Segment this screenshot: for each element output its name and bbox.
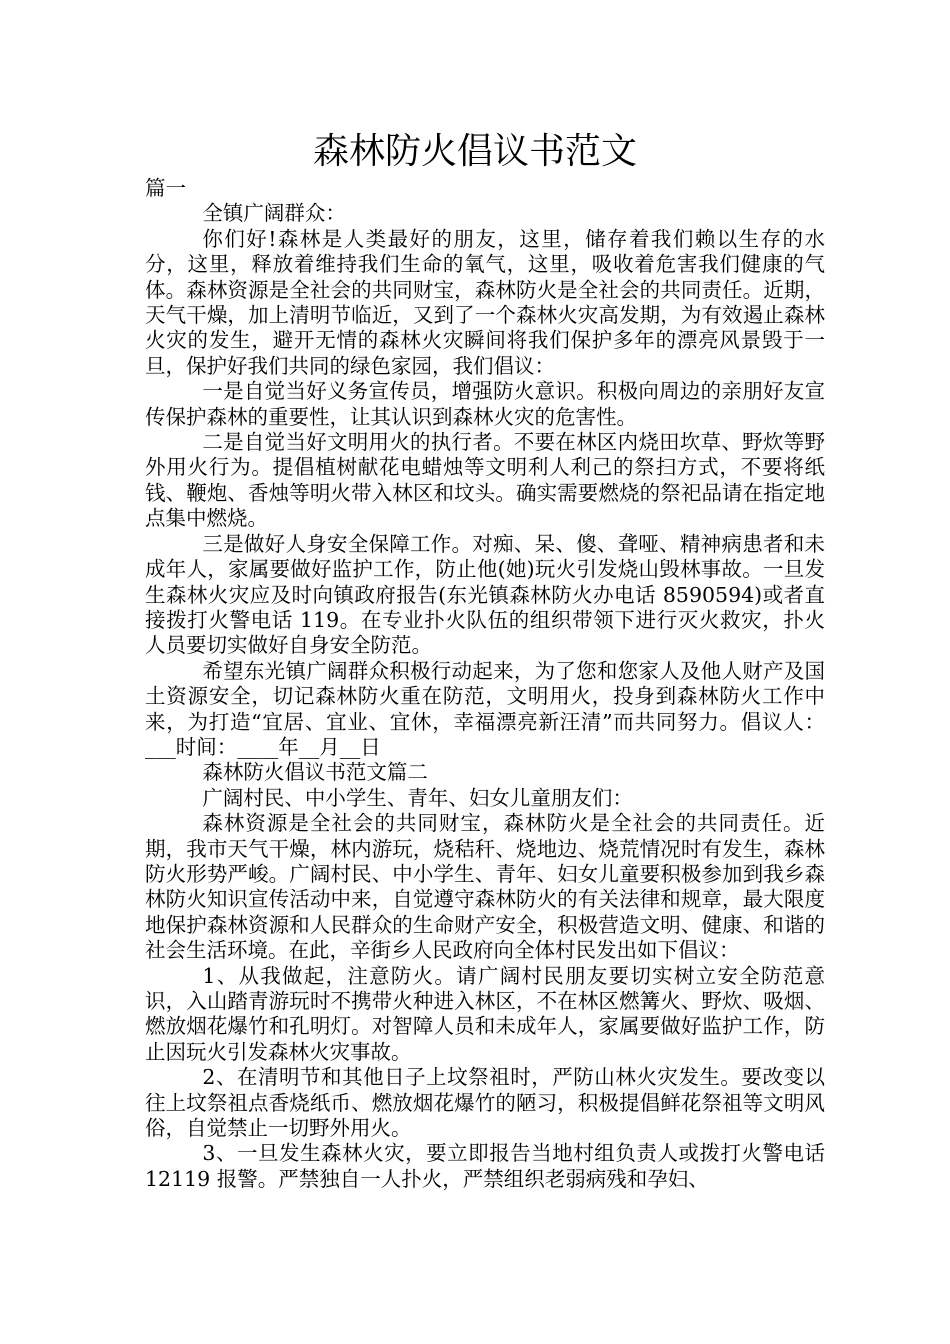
paragraph: 三是做好人身安全保障工作。对痴、呆、傻、聋哑、精神病患者和未成年人，家属要做好监护工作，防止他(她)玩火引发烧山毁林事故。一旦发生森林火灾应及时向镇政府报告(东光镇森林防火办电话 8590594)或者直接拨打火警电话 119。在专业扑火队伍的组织带领下进行灭火救灾，扑火人员要切实做好自身安全防范。: [145, 531, 825, 658]
paragraph: 3、一旦发生森林火灾，要立即报告当地村组负责人或拨打火警电话 12119 报警。严禁独自一人扑火，严禁组织老弱病残和孕妇、: [145, 1141, 825, 1191]
document-title: 森林防火倡议书范文: [312, 131, 637, 172]
paragraph: 一是自觉当好义务宣传员，增强防火意识。积极向周边的亲朋好友宣传保护森林的重要性，让其认识到森林火灾的危害性。: [145, 379, 825, 429]
paragraph: 森林资源是全社会的共同财宝，森林防火是全社会的共同责任。近期，我市天气干燥，林内游玩，烧秸秆、烧地边、烧荒情况时有发生，森林防火形势严峻。广阔村民、中小学生、青年、妇女儿童要积极参加到我乡森林防火知识宣传活动中来，自觉遵守森林防火的有关法律和规章，最大限度地保护森林资源和人民群众的生命财产安全，积极营造文明、健康、和谐的社会生活环境。在此，辛街乡人民政府向全体村民发出如下倡议：: [145, 811, 825, 963]
document-body: [145, 176, 825, 1192]
paragraph: 二是自觉当好文明用火的执行者。不要在林区内烧田坎草、野炊等野外用火行为。提倡植树献花电蜡烛等文明利人利己的祭扫方式，不要将纸钱、鞭炮、香烛等明火带入林区和坟头。确实需要燃烧的祭祀品请在指定地点集中燃烧。: [145, 430, 825, 531]
paragraph: 广阔村民、中小学生、青年、妇女儿童朋友们：: [202, 785, 633, 810]
paragraph: 森林防火倡议书范文篇二: [202, 760, 428, 785]
paragraph: 2、在清明节和其他日子上坟祭祖时，严防山林火灾发生。要改变以往上坟祭祖点香烧纸币、燃放烟花爆竹的陋习，积极提倡鲜花祭祖等文明风俗，自觉禁止一切野外用火。: [145, 1065, 825, 1141]
paragraph: 全镇广阔群众：: [202, 201, 346, 226]
paragraph: 希望东光镇广阔群众积极行动起来，为了您和您家人及他人财产及国土资源安全，切记森林防火重在防范，文明用火，投身到森林防火工作中来，为打造“宜居、宜业、宜休，幸福漂亮新汪清”而共同努力。倡议人：___时间：____年__月__日: [145, 658, 825, 759]
paragraph: 篇一: [145, 176, 186, 200]
paragraph: 你们好!森林是人类最好的朋友，这里，储存着我们赖以生存的水分，这里，释放着维持我们生命的氧气，这里，吸收着危害我们健康的气体。森林资源是全社会的共同财宝，森林防火是全社会的共同责任。近期，天气干燥，加上清明节临近，又到了一个森林火灾高发期，为有效遏止森林火灾的发生，避开无情的森林火灾瞬间将我们保护多年的漂亮风景毁于一旦，保护好我们共同的绿色家园，我们倡议：: [145, 226, 825, 378]
paragraph: 1、从我做起，注意防火。请广阔村民朋友要切实树立安全防范意识，入山踏青游玩时不携带火种进入林区，不在林区燃篝火、野炊、吸烟、燃放烟花爆竹和孔明灯。对智障人员和未成年人，家属要做好监护工作，防止因玩火引发森林火灾事故。: [145, 963, 825, 1064]
